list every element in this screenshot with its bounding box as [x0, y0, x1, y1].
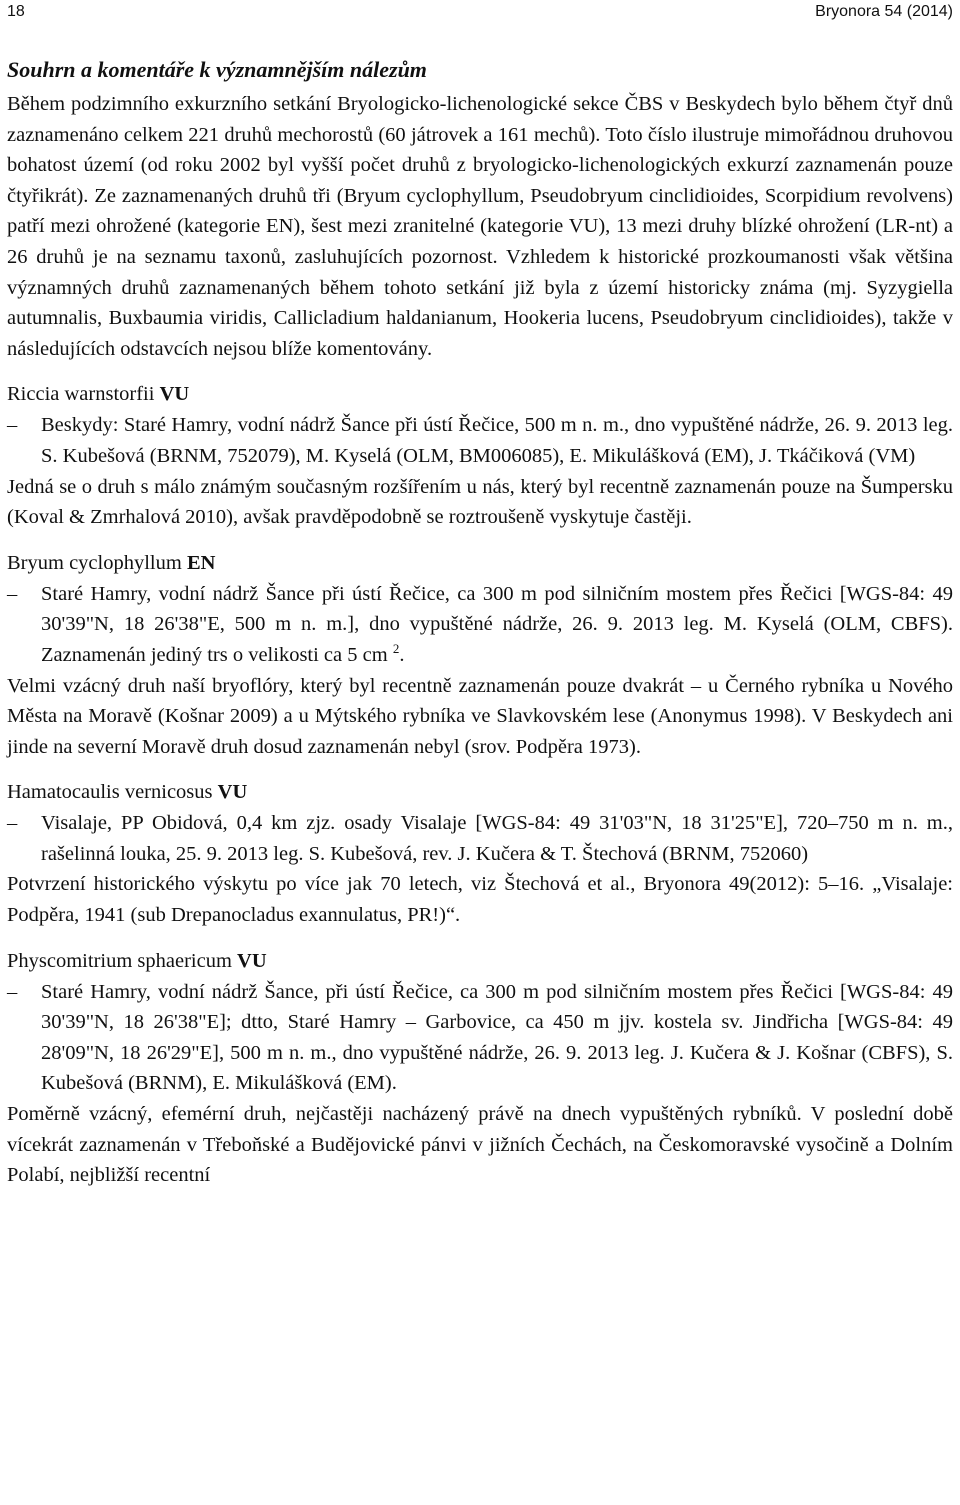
species-comment: Poměrně vzácný, efemérní druh, nejčastěji nacházený právě na dnech vypuštěných rybníků. V poslední době vícekrát zaznamenán v Třeboňské a Budějovické pánvi v jižních Čechách, na Českomoravské vysočině a Dolním Polabí, nejbližší recentní: [7, 1103, 953, 1187]
species-heading: [7, 946, 953, 977]
record-item: [7, 977, 953, 1099]
record-text: Visalaje, PP Obidová, 0,4 km zjz. osady Visalaje [WGS-84: 49 31'03"N, 18 31'25"E], 720–750 m n. m., rašelinná louka, 25. 9. 2013 leg. S. Kubešová, rev. J. Kučera & T. Štechová (BRNM, 752060): [41, 812, 953, 865]
dash-bullet: –: [7, 812, 18, 835]
dash-bullet: –: [7, 582, 18, 605]
record-text: Staré Hamry, vodní nádrž Šance při ústí Řečice, ca 300 m pod silničním mostem přes Řečici [WGS-84: 49 30'39"N, 18 26'38"E, 500 m n. m.], dno vypuštěné nádrže, 26. 9. 2013 leg. M. Kyselá (OLM, CBFS). Zaznamenán jediný trs o velikosti ca 5 cm: [41, 582, 953, 666]
section-title: Souhrn a komentáře k významnějším nálezům: [7, 57, 427, 82]
species-heading: [7, 777, 953, 808]
species-entry: [7, 548, 953, 763]
species-entry: [7, 379, 953, 532]
record-tail: .: [399, 643, 405, 666]
species-comment: Potvrzení historického výskytu po více jak 70 letech, viz Štechová et al., Bryonora 49(2012): 5–16. „Visalaje: Podpěra, 1941 (sub Drepanocladus exannulatus, PR!)“.: [7, 873, 953, 927]
species-entry: [7, 777, 953, 930]
superscript: 2: [392, 641, 400, 657]
record-item: [7, 808, 953, 869]
species-name: Bryum cyclophyllum: [7, 551, 182, 574]
dash-bullet: –: [7, 414, 18, 437]
threat-category: EN: [186, 551, 216, 574]
dash-bullet: –: [7, 980, 18, 1003]
species-name: Physcomitrium sphaericum: [7, 949, 232, 972]
record-text: Staré Hamry, vodní nádrž Šance, při ústí Řečice, ca 300 m pod silničním mostem přes Řečici [WGS-84: 49 30'39"N, 18 26'38"E]; dtto, Staré Hamry – Garbovice, ca 450 m jjv. kostela sv. Jindřicha [WGS-84: 49 28'09"N, 18 26'29"E], 500 m n. m., dno vypuštěné nádrže, 26. 9. 2013 leg. J. Kučera & J. Košnar (CBFS), S. Kubešová (BRNM), E. Mikulášková (EM).: [41, 980, 953, 1095]
threat-category: VU: [217, 781, 248, 804]
journal-name: Bryonora 54 (2014): [815, 3, 953, 20]
record-text: Beskydy: Staré Hamry, vodní nádrž Šance při ústí Řečice, 500 m n. m., dno vypuštěné nádrže, 26. 9. 2013 leg. S. Kubešová (BRNM, 752079), M. Kyselá (OLM, BM006085), E. Mikulášková (EM), J. Tkáčiková (VM): [41, 414, 953, 467]
species-comment: Jedná se o druh s málo známým současným rozšířením u nás, který byl recentně zaznamenán pouze na Šumpersku (Koval & Zmrhalová 2010), avšak pravděpodobně se roztroušeně vyskytuje častěji.: [7, 475, 953, 529]
page-number: 18: [7, 3, 25, 20]
intro-paragraph: Během podzimního exkurzního setkání Bryologicko-lichenologické sekce ČBS v Beskydech bylo během čtyř dnů zaznamenáno celkem 221 druhů mechorostů (60 játrovek a 161 mechů). Toto číslo ilustruje mimořádnou druhovou bohatost území (od roku 2002 byl vyšší počet druhů z bryologicko-lichenologických exkurzí zaznamenán pouze čtyřikrát). Ze zaznamenaných druhů tři (Bryum cyclophyllum, Pseudobryum cinclidioides, Scorpidium revolvens) patří mezi ohrožené (kategorie EN), šest mezi zranitelné (kategorie VU), 13 mezi druhy blízké ohrožení (LR-nt) a 26 druhů je na seznamu taxonů, zasluhujících pozornost. Vzhledem k historické prozkoumanosti však většina významných druhů zaznamenaných během tohoto setkání již byla z území historicky známa (mj. Syzygiella autumnalis, Buxbaumia viridis, Callicladium haldanianum, Hookeria lucens, Pseudobryum cinclidioides), takže v následujících odstavcích nejsou blíže komentovány.: [7, 93, 953, 360]
species-heading: [7, 379, 953, 410]
species-name: Hamatocaulis vernicosus: [7, 781, 213, 804]
running-header: [7, 0, 953, 24]
threat-category: VU: [237, 949, 267, 972]
record-item: [7, 579, 953, 671]
record-item: [7, 410, 953, 471]
article-body: [7, 54, 953, 1191]
species-heading: [7, 548, 953, 579]
species-comment: Velmi vzácný druh naší bryoflóry, který byl recentně zaznamenán pouze dvakrát – u Černého rybníka u Nového Města na Moravě (Košnar 2009) a u Mýtského rybníka ve Slavkovském lese (Anonymus 1998). V Beskydech ani jinde na severní Moravě druh dosud zaznamenán nebyl (srov. Podpěra 1973).: [7, 674, 953, 758]
threat-category: VU: [159, 383, 190, 406]
species-entry: [7, 946, 953, 1191]
species-name: Riccia warnstorfii: [7, 383, 155, 406]
